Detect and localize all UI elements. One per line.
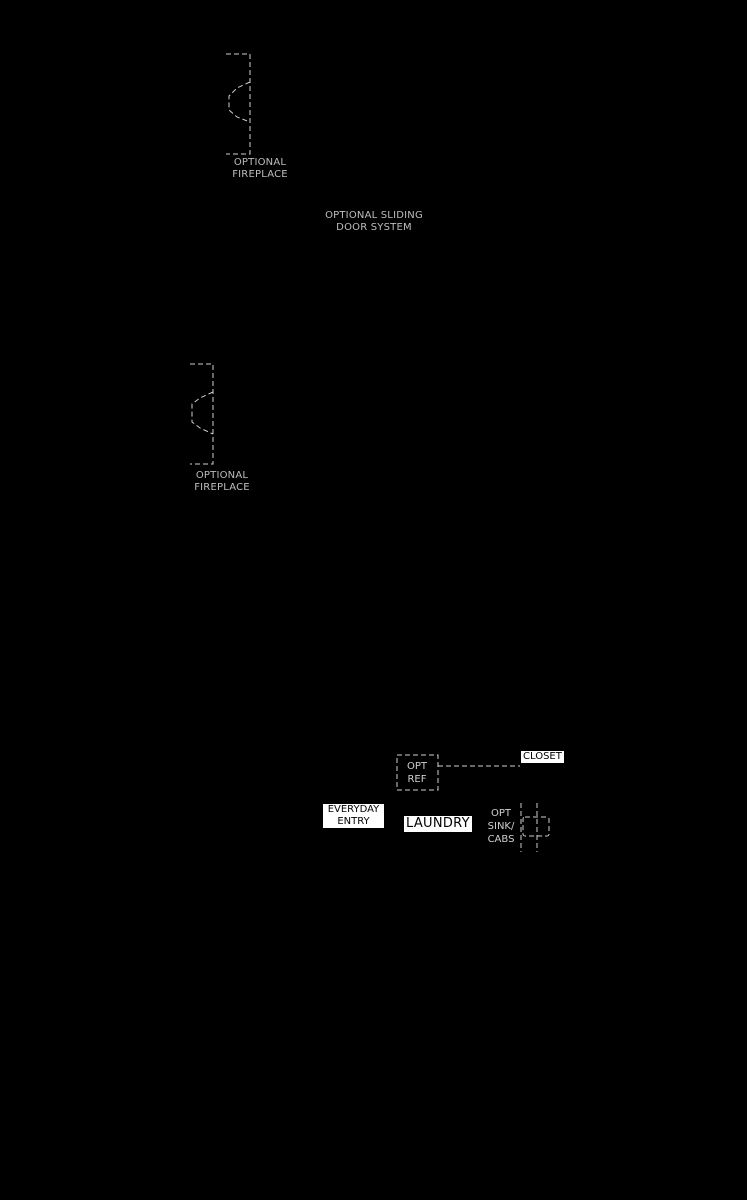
fireplace-label-lower: OPTIONAL FIREPLACE [194,470,250,493]
fireplace-upper-outline [226,54,250,154]
opt-sink-label: OPT SINK/ CABS [487,808,515,845]
everyday-entry-label: EVERYDAY ENTRY [323,804,384,828]
fireplace-lower-outline [190,364,213,464]
opt-ref-label: OPT REF [406,761,427,785]
opt-sink-outline [521,803,549,852]
closet-label: CLOSET [523,751,562,762]
fireplace-label-upper: OPTIONAL FIREPLACE [232,157,288,180]
sliding-door-label: OPTIONAL SLIDING DOOR SYSTEM [325,210,423,233]
laundry-room-label: LAUNDRY [406,816,470,831]
